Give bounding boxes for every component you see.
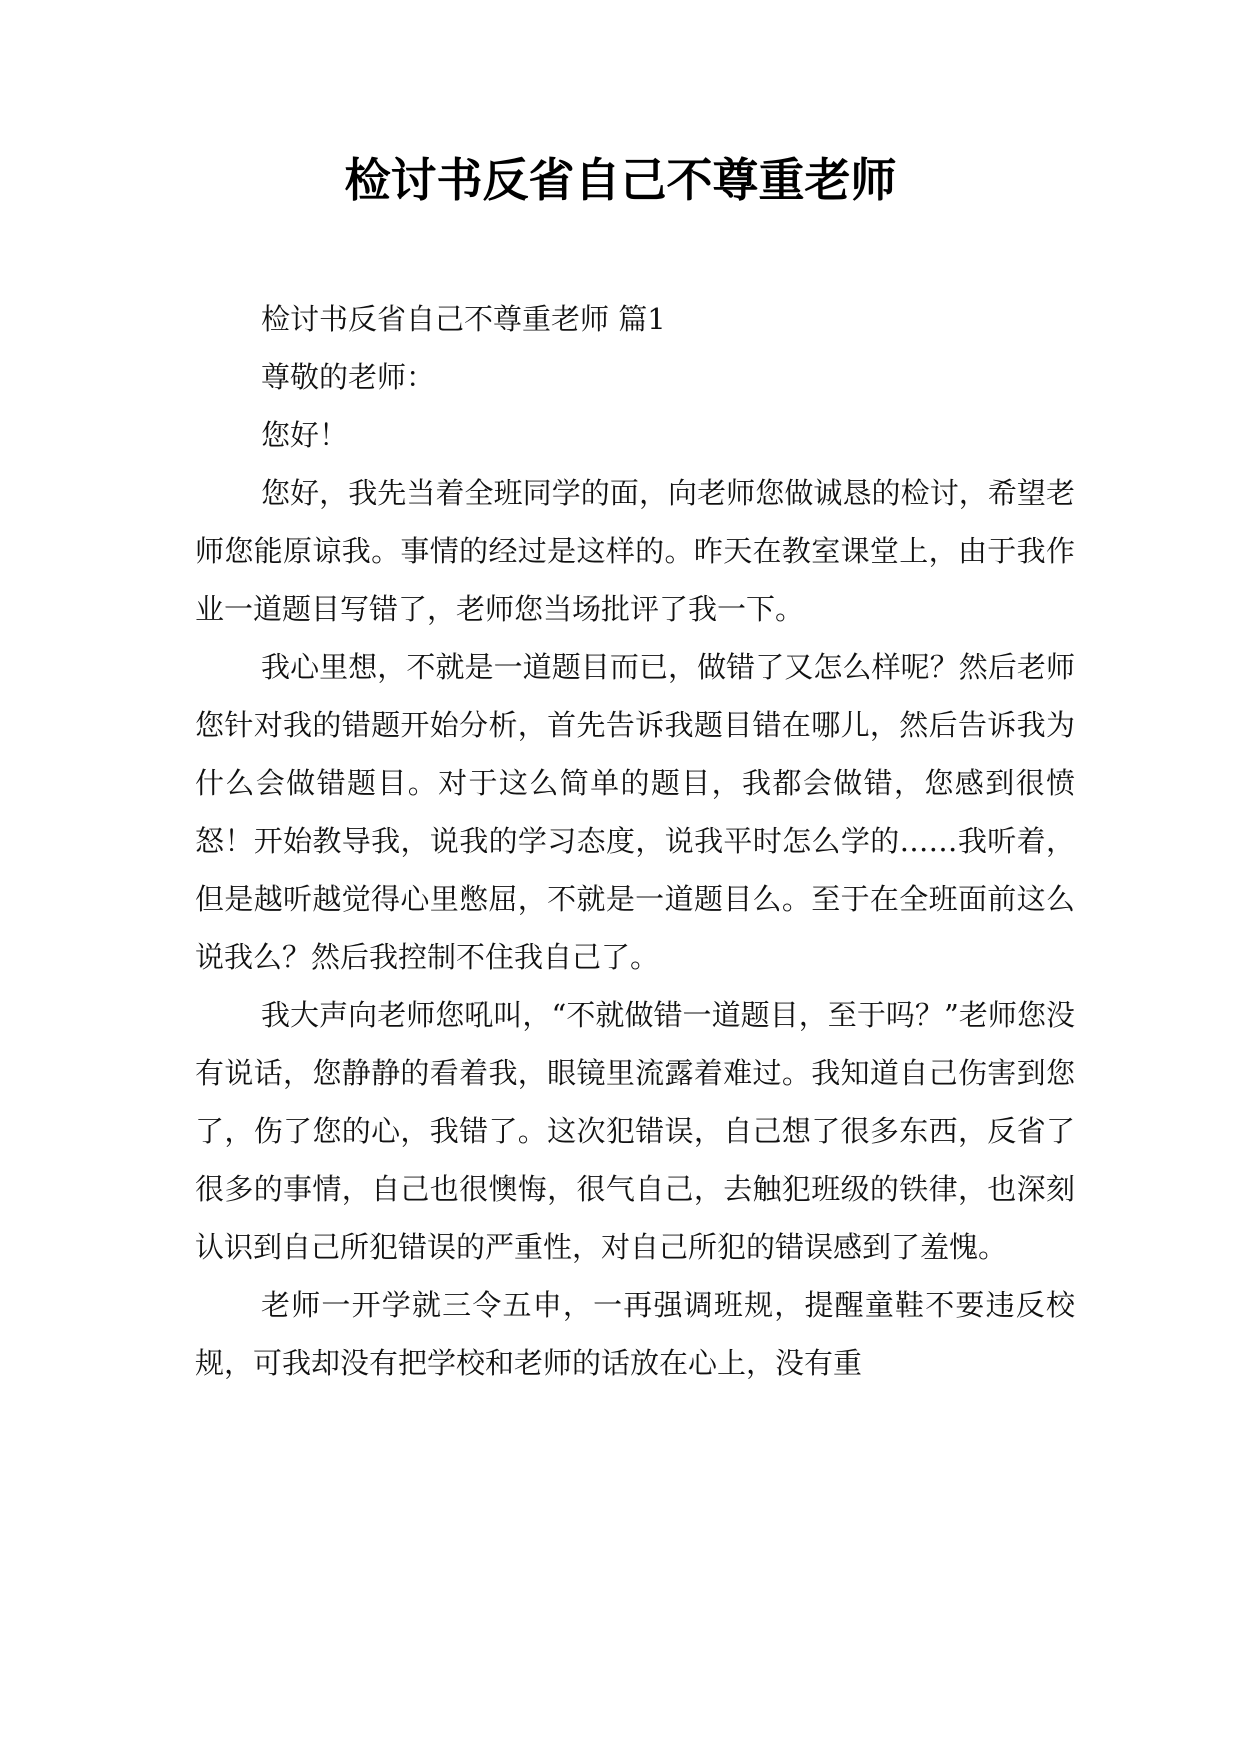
section-heading: 检讨书反省自己不尊重老师 篇1: [261, 302, 666, 336]
body-paragraph: 老师一开学就三令五申，一再强调班规，提醒童鞋不要违反校规，可我却没有把学校和老师的话放在心上，没有重: [195, 1288, 1075, 1380]
greeting: 您好！: [261, 418, 349, 452]
document-title: 检讨书反省自己不尊重老师: [344, 153, 897, 207]
body-paragraph: 我心里想，不就是一道题目而已，做错了又怎么样呢？然后老师您针对我的错题开始分析，首先告诉我题目错在哪儿，然后告诉我为什么会做错题目。对于这么简单的题目，我都会做错，您感到很愤怒！开始教导我，说我的学习态度，说我平时怎么学的……我听着，但是越听越觉得心里憋屈，不就是一道题目么。至于在全班面前这么说我么？然后我控制不住我自己了。: [195, 650, 1075, 974]
salutation: 尊敬的老师：: [261, 360, 436, 394]
document-body: [195, 290, 1075, 1392]
body-paragraph: 我大声向老师您吼叫，“不就做错一道题目，至于吗？”老师您没有说话，您静静的看着我，眼镜里流露着难过。我知道自己伤害到您了，伤了您的心，我错了。这次犯错误，自己想了很多东西，反省了很多的事情，自己也很懊悔，很气自己，去触犯班级的铁律，也深刻认识到自己所犯错误的严重性，对自己所犯的错误感到了羞愧。: [195, 998, 1075, 1264]
body-paragraph: 您好，我先当着全班同学的面，向老师您做诚恳的检讨，希望老师您能原谅我。事情的经过是这样的。昨天在教室课堂上，由于我作业一道题目写错了，老师您当场批评了我一下。: [195, 476, 1075, 626]
